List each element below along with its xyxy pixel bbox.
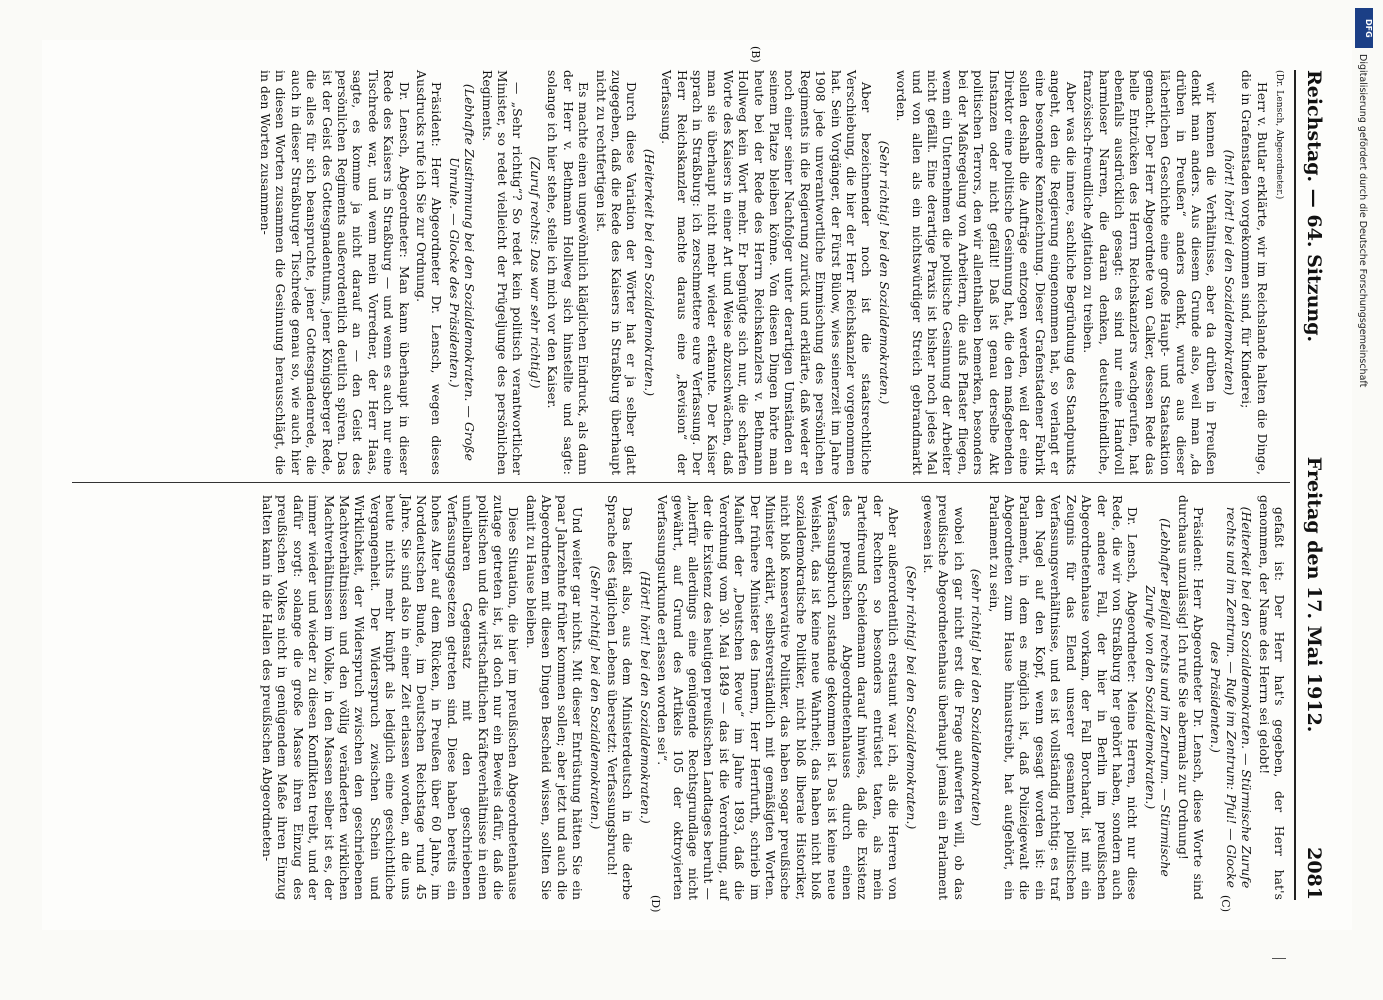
paragraph: Aber was die innere, sachliche Begründung des Standpunkts angeht, den die Regierung eingenommen hat, so verlangt er eine besondere Kennzeichnung. Dieser Grafenstadener Fabrik sollen deshalb die Aufträge entzogen werden, weil der eine Direktor eine politische Gesinnung hat, die den maßgebenden Instanzen oder nicht gefällt! Daß ist genau derselbe Akt politischen Terrors, den wir allenthalben bemerken, besonders bei der Maßregelung von Arbeitern, die aufs Pflaster fliegen, wenn ein Unternehmen die politische Gesinnung der Arbeiter nicht gefällt. Eine derartige Praxis ist bisher noch jedes Mal und von allen als ein nichtswürdiger Streich gebrandmarkt worden. xyxy=(894,70,1078,475)
page-header xyxy=(1294,70,1332,900)
watermark-text: Digitalisierung gefördert durch die Deutsche Forschungsgemeinschaft xyxy=(1357,54,1368,388)
paragraph: wobei ich gar nicht erst die Frage aufwerfen will, ob das preußische Abgeordnetenhaus überhaupt jemals ein Parlament gewesen ist. xyxy=(921,495,966,900)
margin-mark-c: (C) xyxy=(1219,895,1232,912)
interjection: (Sehr richtig! bei den Sozialdemokraten.) xyxy=(876,140,891,405)
interjection: (Sehr richtig! bei den Sozialdemokraten.) xyxy=(587,565,602,830)
page-number: 2081 xyxy=(1303,847,1325,900)
paragraph: gefaßt ist: Der Herr hat's gegeben, der Herr hat's genommen, der Name des Herrn sei gelobt! xyxy=(1256,495,1286,900)
interjection: (Sehr richtig! bei den Sozialdemokraten.) xyxy=(903,565,918,830)
paragraph: Durch diese Variation der Wörter hat er ja selber glatt zugegeben, daß die Rede des Kaisers in Straßburg überhaupt nicht zu rechtfertigen ist. xyxy=(593,70,639,475)
right-column xyxy=(72,495,1286,900)
dfg-logo: DFG xyxy=(1355,8,1373,48)
paragraph: Präsident: Herr Abgeordneter Dr. Lensch, diese Worte sind durchaus unzulässig! Ich rufe Sie abermals zur Ordnung! xyxy=(1175,495,1205,900)
dfg-watermark xyxy=(1353,8,1377,568)
paragraph: Aber außerordentlich erstaunt war ich, als die Herren von der Rechten so besonders entrüstet taten, als mein Parteifreund Scheidemann darauf hinwies, daß die Existenz des preußischen Abgeordnetenhauses durch einen Verfassungsbruch zustande gekommen ist. Das ist keine neue Weisheit, das ist keine neue Wahrheit; das haben nicht bloß sozialdemokratische Politiker, nicht bloß liberale Historiker, nicht bloß konservative Politiker, das haben sogar preußische Minister erklärt, selbstverständlich mit gemäßigten Worten. Der frühere Minister des Innern, Herr Herrfurth, schrieb im Maiheft der „Deutschen Revue“ im Jahre 1893, daß die Verordnung vom 30. Mai 1849 — das ist die Verordnung, auf der die Existenz des heutigen preußischen Landtages beruht — „hierfür allerdings eine genügende Rechtsgrundlage nicht gewährt, auf Grund des Artikels 105 der oktroyierten Verfassungsurkunde erlassen worden sei“. xyxy=(655,495,901,900)
paragraph: Diese Situation, die hier im preußischen Abgeordnetenhause zutage getreten ist, ist doch nur ein Beweis dafür, daß die politischen und die wirtschaftlichen Kräfteverhältnisse in einen unheilbaren Gegensatz mit den geschriebenen Verfassungsgesetzen getreten sind. Diese haben bereits ein hohes Alter auf dem Rücken, in Preußen über 60 Jahre, im Norddeutschen Bunde, im Deutschen Reichstage rund 45 Jahre. Sie sind also in einer Zeit erlassen worden, an die uns heute nichts mehr knüpft als lediglich eine geschichtliche Vergangenheit. Der Widerspruch zwischen Schein und Wirklichkeit, der Widerspruch zwischen den geschriebenen Machtverhältnissen und den völlig veränderten wirklichen Machtverhältnissen im Volke, in den Massen selber ist es, der immer wieder und wieder zu diesen Konflikten treibt, und der dafür sorgt: solange die große Masse ihren Einzug des preußischen Volkes nicht in genügendem Maße ihren Einzug halten kann in die Hallen des preußischen Abgeordneten- xyxy=(260,495,521,900)
interjection: (sehr richtig! bei den Sozialdemokraten) xyxy=(969,568,984,827)
paragraph: Dr. Lensch, Abgeordneter: Meine Herren, nicht nur diese Rede, die wir von Straßburg her gehört haben, sondern auch der andere Fall, der hier in Berlin im preußischen Abgeordnetenhause vorkam, der Fall Borchardt, ist mit ein Zeugnis für das Elend unserer gesamten politischen Verfassungsverhältnisse, und es ist vollständig richtig: es traf den Nagel auf den Kopf, wenn gesagt worden ist: ein Parlament, in dem es möglich ist, daß Polizeigewalt die Abgeordneten zum Hause hinaustreibt, hat aufgehört, ein Parlament zu sein, xyxy=(986,495,1140,900)
paragraph: Herr v. Butlar erklärte, wir im Reichslande halten die Dinge, die in Grafenstaden vorgekommen sind, für Kinderei; xyxy=(1239,70,1269,475)
margin-mark-b: (B) xyxy=(749,46,762,63)
interjection: (hört! hört! bei den Sozialdemokraten) xyxy=(1221,149,1236,396)
left-column xyxy=(72,70,1286,475)
rotated-document-page xyxy=(42,40,1352,930)
interjection: (Heiterkeit bei den Sozialdemokraten. — Stürmische Zurufe rechts und im Zentrum. — Rufe im Zentrum: Pfui! — Glocke des Präsidenten.) xyxy=(1208,506,1254,889)
scan-mark xyxy=(1272,958,1286,959)
paragraph: — „Sehr richtig“? So redet kein politisch verantwortlicher Minister, so redet vielleicht der Prügeljunge des persönlichen Regiments. xyxy=(479,70,525,475)
interjection: (Lebhafte Zustimmung bei den Sozialdemokraten. — Große Unruhe. — Glocke des Präsidenten.) xyxy=(446,83,477,462)
paragraph: Das heißt also, aus dem Ministerdeutsch in die derbe Sprache des täglichen Lebens übersetzt: Verfassungsbruch! xyxy=(604,495,635,900)
paragraph: Dr. Lensch, Abgeordneter: Man kann überhaupt in dieser Rede des Kaisers in Straßburg — und wenn es auch nur eine Tischrede war, und wenn mein Vorredner, der Herr Haas, sagte, es komme ja nicht darauf an — den Geist des persönlichen Regiments außerordentlich deutlich spüren. Das ist der Geist des Gottesgnadentums, jener Königsberger Rede, die alles für sich beanspruchte, jener Gottesgnadenrede, die auch in dieser Straßburger Tischrede genau so, wie auch hier in diesen Worten zusammen die Gesinnung herausschlägt, die in den Worten zusammen- xyxy=(258,70,411,475)
interjection: (Zuruf rechts: Das war sehr richtig!) xyxy=(527,156,542,389)
header-left: Reichstag. — 64. Sitzung. xyxy=(1303,70,1325,343)
interjection: (Lebhafter Beifall rechts und im Zentrum. — Stürmische Zurufe von den Sozialdemokraten.) xyxy=(1142,518,1173,877)
interjection: (Hört! hört! bei den Sozialdemokraten.) xyxy=(637,571,652,824)
paragraph: Aber bezeichnender noch ist die staatsrechtliche Verschiebung, die hier der Herr Reichskanzler vorgenommen hat. Sein Vorgänger, der Fürst Bülow, wies seinerzeit im Jahre 1908 jede unverantwortliche Einmischung des persönlichen Regiments in die Regierung zurück und erklärte, daß weder er noch einer seiner Nachfolger unter derartigen Umständen an seinem Platze bleiben könne. Von diesen Dingen hörte man heute bei der Rede des Herrn Reichskanzlers v. Bethmann Hollweg kein Wort mehr. Er begnügte sich nur, die scharfen Worte des Kaisers in einer Art und Weise abzuschwächen, daß man sie überhaupt nicht mehr wieder erkannte. Der Kaiser sprach in Straßburg: ich zerschmettere eure Verfassung. Der Herr Reichskanzler machte daraus eine „Revision“ der Verfassung. xyxy=(659,70,874,475)
paragraph: (Dr. Lensch, Abgeordneter.) xyxy=(1274,70,1284,200)
paragraph: wir kennen die Verhältnisse, aber da drüben in Preußen denkt man anders. Aus diesem Grunde also, weil man „da drüben in Preußen“ anders denkt, wurde aus dieser lächerlichen Geschichte eine große Haupt- und Staatsaktion gemacht. Der Herr Abgeordnete van Calker, dessen Rede das helle Entzücken des Herrn Reichskanzlers wachgerufen, hat ebenfalls ausdrücklich gesagt: es sind nur eine Handvoll harmloser Narren, die daran denken, deutschfeindliche, französisch-freundliche Agitation zu treiben. xyxy=(1081,70,1219,475)
paragraph: Und weiter gar nichts. Mit dieser Entrüstung hätten Sie ein paar Jahrzehnte früher kommen sollen; aber jetzt und auch die Abgeordneten mit diesen Dingen Bescheid wissen, sollten Sie damit zu Hause bleiben. xyxy=(523,495,585,900)
interjection: (Heiterkeit bei den Sozialdemokraten.) xyxy=(641,148,656,397)
paragraph: Präsident: Herr Abgeordneter Dr. Lensch, wegen dieses Ausdrucks rufe ich Sie zur Ordnung. xyxy=(414,70,444,475)
paragraph: Es machte einen ungewöhnlich kläglichen Eindruck, als dann der Herr v. Bethmann Hollweg sich hinstellte und sagte: solange ich hier stehe, stelle ich mich vor den Kaiser. xyxy=(545,70,591,475)
margin-mark-d: (D) xyxy=(649,895,662,913)
header-date: Freitag den 17. Mai 1912. xyxy=(1303,456,1325,733)
column-divider xyxy=(72,482,1290,483)
